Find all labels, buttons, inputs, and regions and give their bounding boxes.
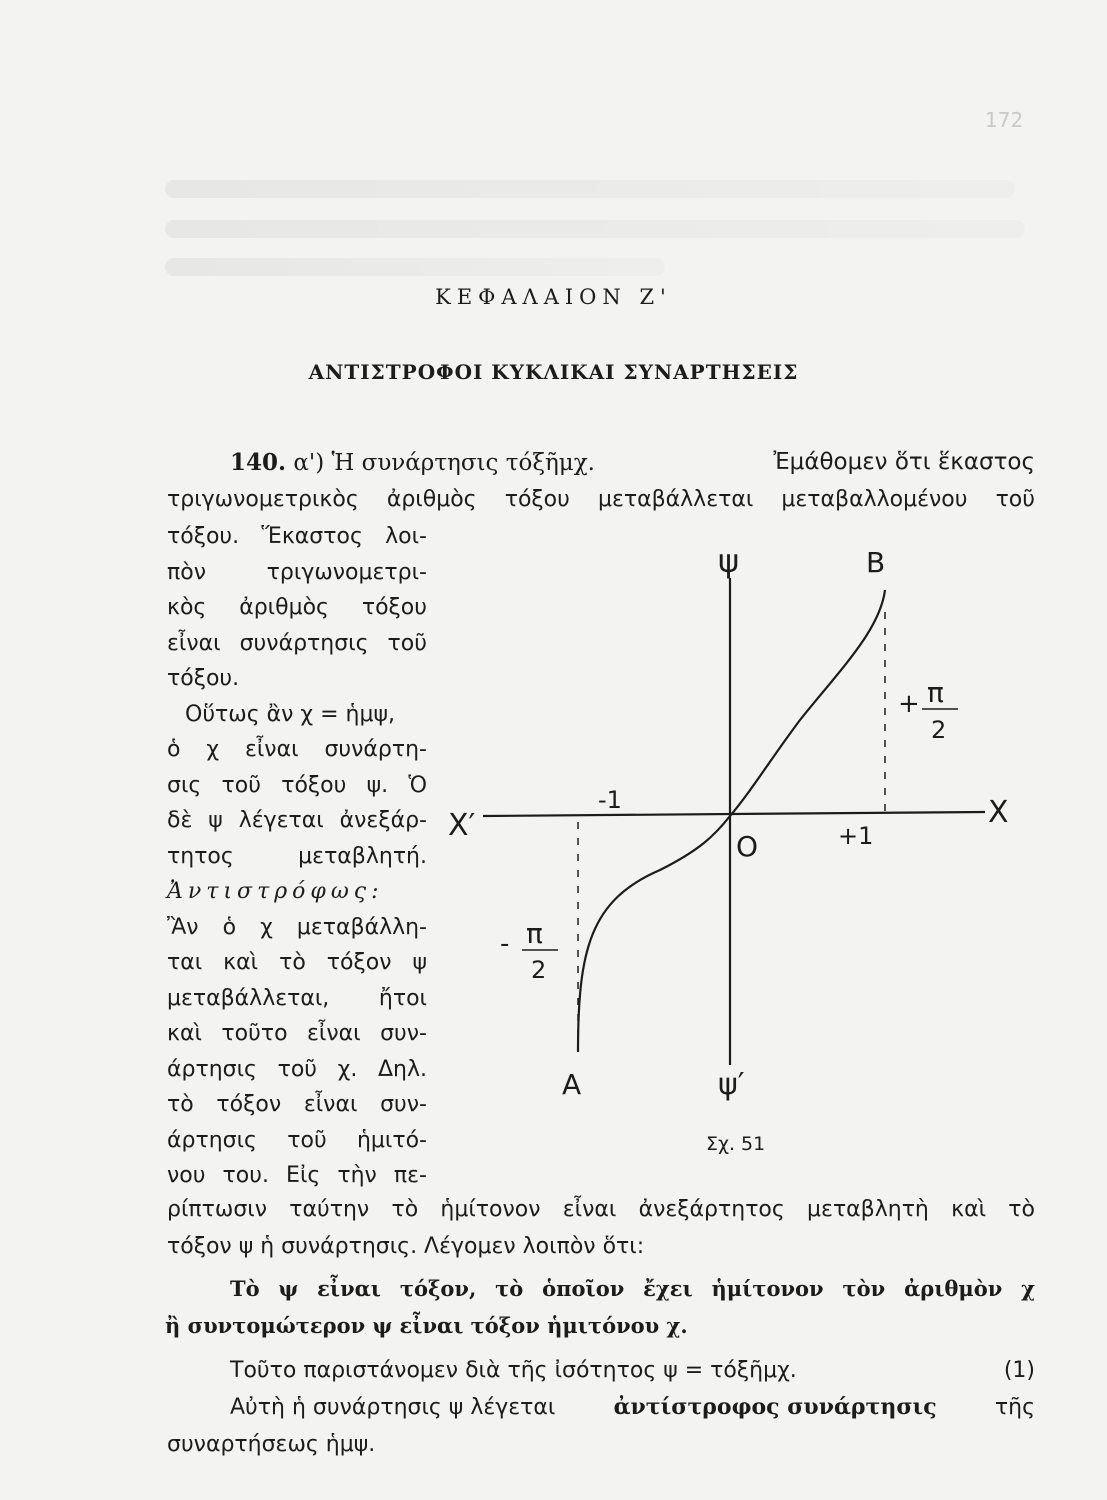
page-number: 172 xyxy=(985,108,1024,132)
term-inverse-function: ἀντίστροφος συνάρτησις xyxy=(613,1394,937,1420)
equation-line xyxy=(230,1353,1035,1388)
label-minus-one: -1 xyxy=(598,786,622,814)
paragraph-line: τόξον ψ ἡ συνάρτησις. Λέγομεν λοιπὸν ὅτι: xyxy=(167,1234,645,1259)
left-column-line: δὲ ψ λέγεται ἀνεξάρ- xyxy=(167,808,427,833)
label-a: A xyxy=(562,1068,582,1101)
chapter-label: ΚΕΦΑΛΑΙΟΝ Ζ' xyxy=(435,285,672,309)
left-column-line: εἶναι συνάρτησις τοῦ xyxy=(167,630,427,656)
label-y-top: ψ xyxy=(718,542,740,580)
label-b: B xyxy=(866,546,886,579)
left-column-line: ὁ χ εἶναι συνάρτη- xyxy=(167,737,427,762)
left-column-line: τόξου. xyxy=(167,666,240,691)
left-column-line: νου του. Εἰς τὴν πε- xyxy=(167,1163,427,1188)
section-intro: Ἐμάθομεν ὅτι ἕκαστος xyxy=(773,449,1035,475)
left-column-line: καὶ τοῦτο εἶναι συν- xyxy=(167,1021,427,1046)
section-title: Ἡ συνάρτησις τόξῆμχ. xyxy=(331,450,595,476)
left-column-line: Ἂν ὁ χ μεταβάλλη- xyxy=(167,914,427,940)
left-column-line: τόξου. Ἕκαστος λοι- xyxy=(167,524,427,549)
section-number: 140. xyxy=(230,449,287,476)
definition-statement-line: ἢ συντομώτερον ψ εἶναι τόξον ἡμιτόνου χ. xyxy=(165,1313,688,1338)
label-x-right: X xyxy=(988,795,1009,830)
subsection-label: α') xyxy=(293,450,325,476)
plus-sign: + xyxy=(898,689,920,719)
left-column-line: μεταβάλλεται, ἤτοι xyxy=(167,985,427,1011)
paragraph-line: τριγωνομετρικὸς ἀριθμὸς τόξου μεταβάλλεται μεταβαλλομένου τοῦ xyxy=(167,487,1035,512)
label-origin: O xyxy=(736,830,759,863)
equation-text: Τοῦτο παριστάνομεν διὰ τῆς ἰσότητος ψ = τόξῆμχ. xyxy=(230,1358,797,1383)
left-column-line: Οὕτως ἂν χ = ἡμψ, xyxy=(185,701,395,727)
left-column-line: άρτησις τοῦ χ. Δηλ. xyxy=(167,1056,427,1082)
label-x-left: X′ xyxy=(448,808,476,843)
paragraph-line: συναρτήσεως ἡμψ. xyxy=(167,1432,376,1457)
definition-statement-line: Τὸ ψ εἶναι τόξον, τὸ ὁποῖον ἔχει ἡμίτονον τὸν ἀριθμὸν χ xyxy=(230,1276,1035,1301)
left-column-line: πὸν τριγωνομετρι- xyxy=(167,559,427,585)
pi-numerator: π xyxy=(927,676,944,709)
left-column-line: κὸς ἀριθμὸς τόξου xyxy=(167,595,427,620)
label-plus-one: +1 xyxy=(838,822,874,850)
left-column-line: τητος μεταβλητή. xyxy=(167,843,427,869)
left-column-line: σις τοῦ τόξου ψ. Ὁ xyxy=(167,772,427,798)
paragraph-text: τῆς xyxy=(994,1395,1035,1420)
pi-denominator: 2 xyxy=(531,956,547,984)
pi-numerator: π xyxy=(526,917,543,950)
paragraph-line xyxy=(230,1390,1035,1425)
chapter-title: ΑΝΤΙΣΤΡΟΦΟΙ ΚΥΚΛΙΚΑΙ ΣΥΝΑΡΤΗΣΕΙΣ xyxy=(308,360,799,384)
left-column-line: άρτησις τοῦ ἡμιτό- xyxy=(167,1127,427,1153)
label-y-bottom: ψ′ xyxy=(718,1067,745,1102)
arcsin-curve xyxy=(578,590,885,1052)
paragraph-line: ρίπτωσιν ταύτην τὸ ἡμίτονον εἶναι ἀνεξάρτητος μεταβλητὴ καὶ τὸ xyxy=(167,1197,1035,1222)
equation-number: (1) xyxy=(1003,1358,1035,1383)
minus-sign: - xyxy=(500,929,510,959)
paragraph-text: Αὐτὴ ἡ συνάρτησις ψ λέγεται xyxy=(230,1395,556,1420)
left-column-line: ται καὶ τὸ τόξον ψ xyxy=(167,950,427,975)
left-column-line: Ἀντιστρόφως: xyxy=(167,879,384,904)
pi-denominator: 2 xyxy=(931,716,947,744)
left-column-line: τὸ τόξον εἶναι συν- xyxy=(167,1092,427,1117)
figure-caption: Σχ. 51 xyxy=(706,1133,766,1155)
